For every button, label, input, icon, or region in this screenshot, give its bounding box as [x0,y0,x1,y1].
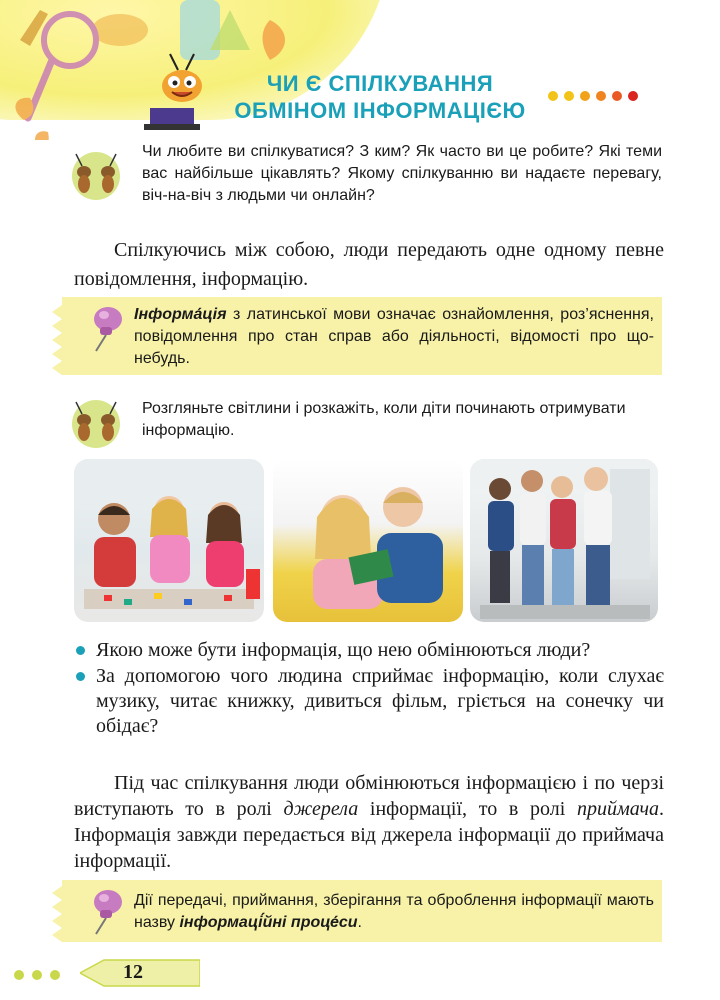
dot [32,970,42,980]
dot [580,91,590,101]
ants-discussion-icon [60,394,132,450]
title-line-2: ОБМІНОМ ІНФОРМАЦІЄЮ [234,98,526,123]
pushpin-icon [86,303,126,353]
list-item-text: За допомогою чого людина сприймає інформацію, коли слухає музику, читає книжку, дивиться фільм, гріється на сонечку чи обідає? [96,665,664,737]
dot [564,91,574,101]
term-source: джерела [283,798,359,820]
paragraph-2-part-1: Під час спілкування люди обмінюються інформацією і по черзі виступають то в ролі [74,772,664,820]
discussion-question-1: Чи любите ви спілкуватися? З ким? Як часто ви це робите? Які теми вас найбільше цікавлять? Якому спілкуванню ви надаєте перевагу, віч-на-віч з людьми чи онлайн? [142,143,662,204]
title-dots [548,88,644,106]
dot [612,91,622,101]
photo-children-reading [273,459,463,622]
definition-text [134,304,654,370]
list-item [74,664,664,739]
dot [628,91,638,101]
photo-children-playing [74,459,264,622]
list-item [74,638,664,663]
paragraph-1: Спілкуючись між собою, люди передають одне одному певне повідомлення, інформацію. [74,239,664,290]
term-receiver: приймача [576,798,660,820]
footer-dots [14,967,68,985]
definition-box-edge [52,880,72,942]
photo-students-walking [470,459,658,622]
ants-discussion-icon [60,146,132,202]
list-item-text: Якою може бути інформація, що нею обмінюються люди? [96,639,591,661]
question-list [74,638,664,740]
definition-body: з латинської мови означає ознайомлення, роз’яснення, повідомлення про стан справ або діяльності, відомості про що-небудь. [134,306,654,367]
definition-term: Інформа́ція [134,306,227,323]
definition-2-term: інформаці́йні проце́си [179,914,358,931]
discussion-question-2: Розгляньте світлини і розкажіть, коли діти починають отримувати інформацію. [142,400,626,439]
paragraph-2 [74,770,664,874]
bullet-icon [76,672,85,681]
bullet-icon [76,646,85,655]
definition-2-body: Дії передачі, приймання, зберігання та оброблення інформації мають назву [134,892,654,931]
dot [14,970,24,980]
definition-box-edge [52,297,72,375]
pushpin-icon [86,886,126,936]
paragraph-2-part-3: . Інформація завжди передається від джерела інформації до приймача інформації. [74,798,665,872]
title-line-1: ЧИ Є СПІЛКУВАННЯ [266,71,494,96]
dot [548,91,558,101]
paragraph-2-part-2: інформації, то в ролі [358,798,577,820]
page-title [225,70,535,124]
definition-2-end: . [357,914,362,931]
page-number: 12 [123,961,143,983]
definition-text-2 [134,890,654,934]
dot [596,91,606,101]
dot [50,970,60,980]
mascot-icon [140,52,220,132]
